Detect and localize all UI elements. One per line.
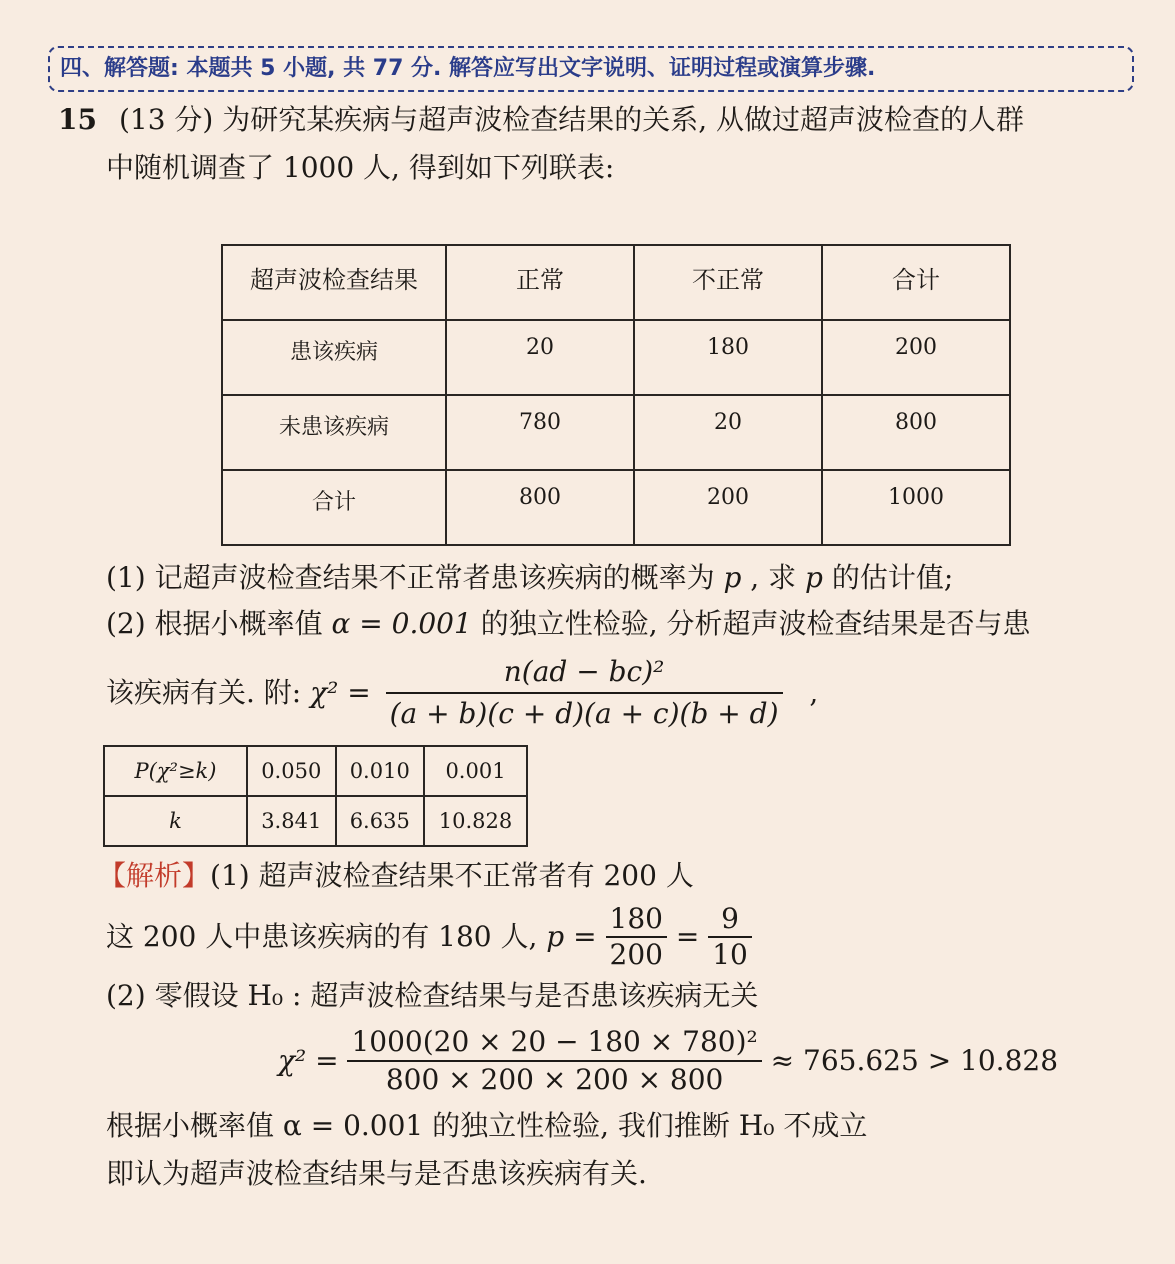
fraction-denominator: 10	[712, 938, 748, 971]
section-header: 四、解答题: 本题共 5 小题, 共 77 分. 解答应写出文字说明、证明过程或演算步骤.	[48, 46, 1134, 92]
table-cell: 未患该疾病	[222, 395, 446, 470]
table-header-cell: 正常	[446, 245, 634, 320]
var-p: p	[805, 561, 823, 594]
table-cell: P(χ²≥k)	[104, 746, 247, 796]
var-p: p	[723, 561, 742, 594]
fraction-numerator: 180	[606, 902, 667, 938]
table-cell: 0.010	[336, 746, 425, 796]
table-header-cell: 合计	[822, 245, 1010, 320]
table-cell: 10.828	[424, 796, 527, 846]
part-1-text: 的估计值;	[822, 561, 954, 594]
question-line-1	[58, 102, 1024, 138]
solution-text: 这 200 人中患该疾病的有 180 人,	[106, 920, 547, 953]
table-cell: 20	[634, 395, 822, 470]
table-cell: 20	[446, 320, 634, 395]
table-row	[222, 320, 1010, 395]
question-number: 15	[58, 103, 97, 136]
table-cell: k	[104, 796, 247, 846]
part-1-text: , 求	[741, 561, 806, 594]
question-text-1: (13 分) 为研究某疾病与超声波检查结果的关系, 从做过超声波检查的人群	[118, 103, 1025, 136]
solution-text: (1) 超声波检查结果不正常者有 200 人	[210, 859, 694, 892]
solution-line-5: 根据小概率值 α = 0.001 的独立性检验, 我们推断 H₀ 不成立	[106, 1109, 868, 1142]
chi-square-formula	[386, 652, 783, 734]
fraction-numerator: 1000(20 × 20 − 180 × 780)²	[347, 1024, 761, 1062]
equals-sign: =	[675, 920, 700, 953]
table-row	[222, 470, 1010, 545]
fraction-denominator: 200	[609, 938, 663, 971]
fraction-180-200	[606, 902, 667, 972]
alpha-value: α = 0.001	[331, 607, 472, 640]
part-1	[106, 560, 953, 596]
formula-numerator: n(ad − bc)²	[386, 652, 783, 694]
solution-tag: 【解析】	[98, 859, 211, 892]
formula-comma: ,	[809, 676, 819, 709]
table-header-cell: 超声波检查结果	[222, 245, 446, 320]
part-1-text: (1) 记超声波检查结果不正常者患该疾病的概率为	[106, 561, 724, 594]
solution-line-2	[106, 902, 752, 972]
table-cell: 200	[634, 470, 822, 545]
table-header-row	[222, 245, 1010, 320]
table-row	[222, 395, 1010, 470]
solution-line-3: (2) 零假设 H₀ : 超声波检查结果与是否患该疾病无关	[106, 979, 759, 1012]
table-cell: 180	[634, 320, 822, 395]
table-cell: 0.001	[424, 746, 527, 796]
contingency-table	[221, 244, 1011, 546]
fraction-9-10	[708, 902, 752, 972]
formula-denominator: (a + b)(c + d)(a + c)(b + d)	[389, 697, 779, 730]
table-header-cell: 不正常	[634, 245, 822, 320]
table-cell: 780	[446, 395, 634, 470]
chi-square-symbol: χ² =	[310, 676, 371, 709]
fraction-numerator: 9	[708, 902, 752, 938]
critical-value-table	[103, 745, 528, 847]
table-cell: 800	[822, 395, 1010, 470]
solution-line-6: 即认为超声波检查结果与是否患该疾病有关.	[106, 1157, 647, 1190]
solution-chi-calc	[278, 1024, 1058, 1098]
table-cell: 6.635	[336, 796, 425, 846]
solution-p: p =	[546, 920, 597, 953]
table-row	[104, 796, 527, 846]
chi-square-calc-fraction	[347, 1024, 761, 1098]
table-cell: 800	[446, 470, 634, 545]
part-2-line-2	[106, 652, 818, 734]
chi-square-symbol: χ² =	[278, 1044, 339, 1077]
table-cell: 患该疾病	[222, 320, 446, 395]
table-cell: 200	[822, 320, 1010, 395]
question-line-2: 中随机调查了 1000 人, 得到如下列联表:	[106, 151, 615, 184]
part-2-text: 该疾病有关. 附:	[106, 676, 311, 709]
table-cell: 0.050	[247, 746, 336, 796]
part-2-text: (2) 根据小概率值	[106, 607, 332, 640]
part-2-text: 的独立性检验, 分析超声波检查结果是否与患	[471, 607, 1031, 640]
chi-square-result: ≈ 765.625 > 10.828	[770, 1044, 1059, 1077]
fraction-denominator: 800 × 200 × 200 × 800	[385, 1063, 724, 1096]
table-cell: 1000	[822, 470, 1010, 545]
table-row	[104, 746, 527, 796]
solution-line-1	[98, 858, 694, 894]
part-2-line-1	[106, 606, 1031, 642]
table-cell: 3.841	[247, 796, 336, 846]
table-cell: 合计	[222, 470, 446, 545]
